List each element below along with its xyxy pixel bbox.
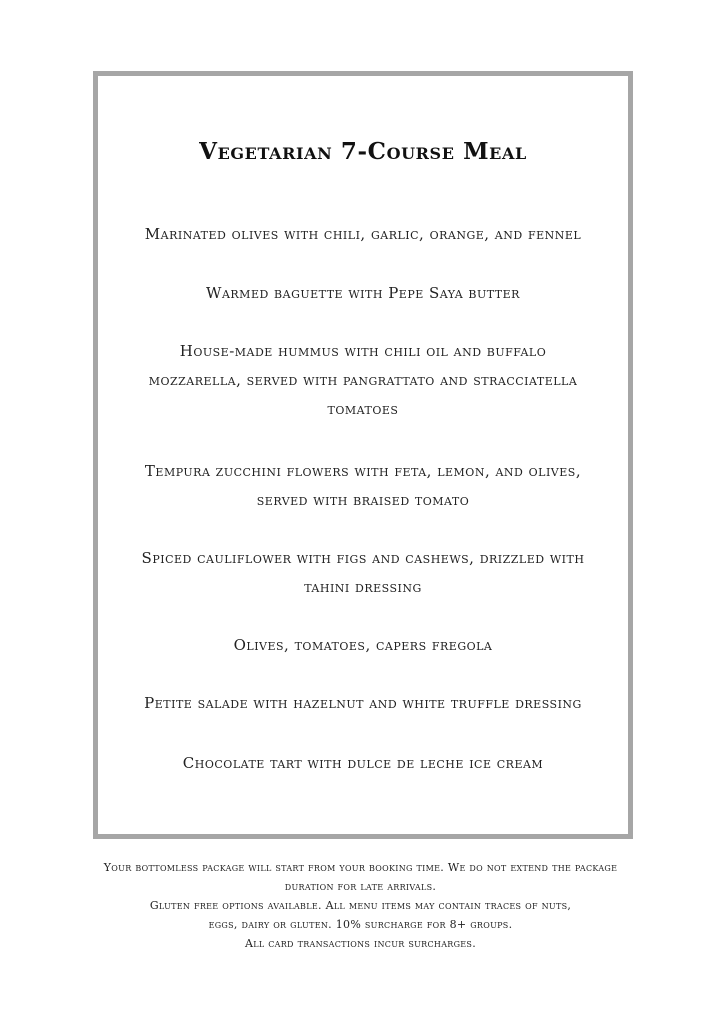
footer-line-4: eggs, dairy or gluten. 10% surcharge for 8+ groups. (208, 918, 513, 931)
course-4-line-2: served with braised tomato (256, 491, 470, 509)
course-2: Warmed baguette with Pepe Saya butter (206, 284, 520, 302)
course-5-line-1: Spiced cauliflower with figs and cashews, drizzled with (141, 549, 585, 567)
course-7: Petite salade with hazelnut and white truffle dressing (144, 694, 582, 712)
course-1: Marinated olives with chili, garlic, orange, and fennel (144, 225, 582, 243)
course-4-line-1: Tempura zucchini flowers with feta, lemon, and olives, (144, 462, 582, 480)
menu-card (93, 71, 633, 839)
footer-notice (40, 858, 681, 953)
footer-line-3: Gluten free options available. All menu items may contain traces of nuts, (149, 899, 572, 912)
course-5-line-2: tahini dressing (304, 578, 422, 596)
course-8: Chocolate tart with dulce de leche ice cream (182, 754, 544, 772)
course-5 (103, 544, 623, 602)
footer-line-5: All card transactions incur surcharges. (244, 937, 477, 950)
footer-line-1: Your bottomless package will start from your booking time. We do not extend the package (103, 861, 618, 874)
course-6: Olives, tomatoes, capers fregola (233, 636, 493, 654)
footer-line-2: duration for late arrivals. (284, 880, 437, 893)
course-3-line-2: mozzarella, served with pangrattato and stracciatella (148, 371, 578, 389)
course-3 (98, 337, 628, 424)
course-3-line-1: House-made hummus with chili oil and buffalo (179, 342, 547, 360)
course-4 (103, 457, 623, 515)
menu-title: Vegetarian 7-Course Meal (199, 138, 527, 165)
course-3-line-3: tomatoes (327, 400, 399, 418)
